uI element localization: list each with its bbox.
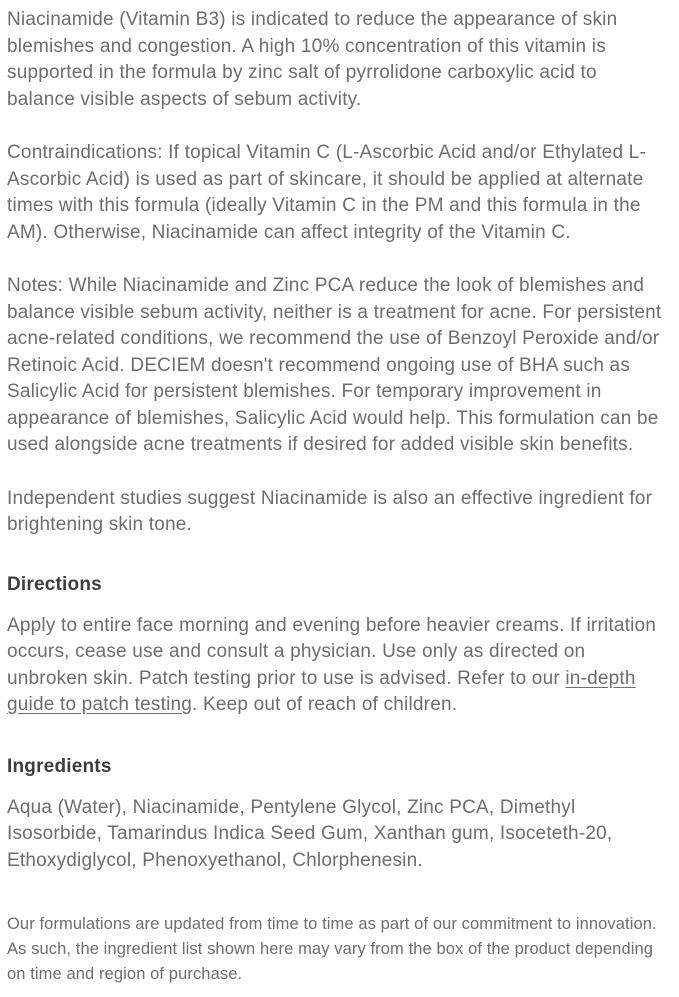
overview-paragraph: Niacinamide (Vitamin B3) is indicated to reduce the appearance of skin blemishes and congestion. A high 10% concentration of this vitamin is supported in the formula by zinc salt of pyrrolidone carboxylic acid to balance visible aspects of sebum activity. <box>7 9 618 110</box>
directions-paragraph <box>7 613 665 719</box>
formulation-disclaimer: Our formulations are updated from time to time as part of our commitment to innovation. As such, the ingredient list shown here may vary from the box of the product depending on time and region of purchase. <box>7 915 657 983</box>
independent-studies-paragraph: Independent studies suggest Niacinamide is also an effective ingredient for brightening skin tone. <box>7 487 653 535</box>
directions-text-before-link: Apply to entire face morning and evening before heavier creams. If irritation occurs, cease use and consult a physician. Use only as directed on unbroken skin. Patch testing prior to use is advised. Refer to our <box>7 614 657 689</box>
ingredients-heading: Ingredients <box>7 755 112 777</box>
notes-paragraph: Notes: While Niacinamide and Zinc PCA reduce the look of blemishes and balance visible sebum activity, neither is a treatment for acne. For persistent acne-related conditions, we recommend the use of Benzoyl Peroxide and/or Retinoic Acid. DECIEM doesn't recommend ongoing use of BHA such as Salicylic Acid for persistent blemishes. For temporary improvement in appearance of blemishes, Salicylic Acid would help. This formulation can be used alongside acne treatments if desired for added visible skin benefits. <box>7 275 662 455</box>
directions-heading: Directions <box>7 573 102 595</box>
patch-testing-guide-link[interactable]: in-depth guide to patch testing <box>7 667 636 715</box>
contraindications-paragraph: Contraindications: If topical Vitamin C (L-Ascorbic Acid and/or Ethylated L-Ascorbic Acid) is used as part of skincare, it should be applied at alternate times with this formula (ideally Vitamin C in the PM and this formula in the AM). Otherwise, Niacinamide can affect integrity of the Vitamin C. <box>7 142 646 243</box>
ingredients-list: Aqua (Water), Niacinamide, Pentylene Glycol, Zinc PCA, Dimethyl Isosorbide, Tamarindus Indica Seed Gum, Xanthan gum, Isoceteth-20, Ethoxydiglycol, Phenoxyethanol, Chlorphenesin. <box>7 796 613 871</box>
directions-text-after-link: . Keep out of reach of children. <box>192 694 458 715</box>
